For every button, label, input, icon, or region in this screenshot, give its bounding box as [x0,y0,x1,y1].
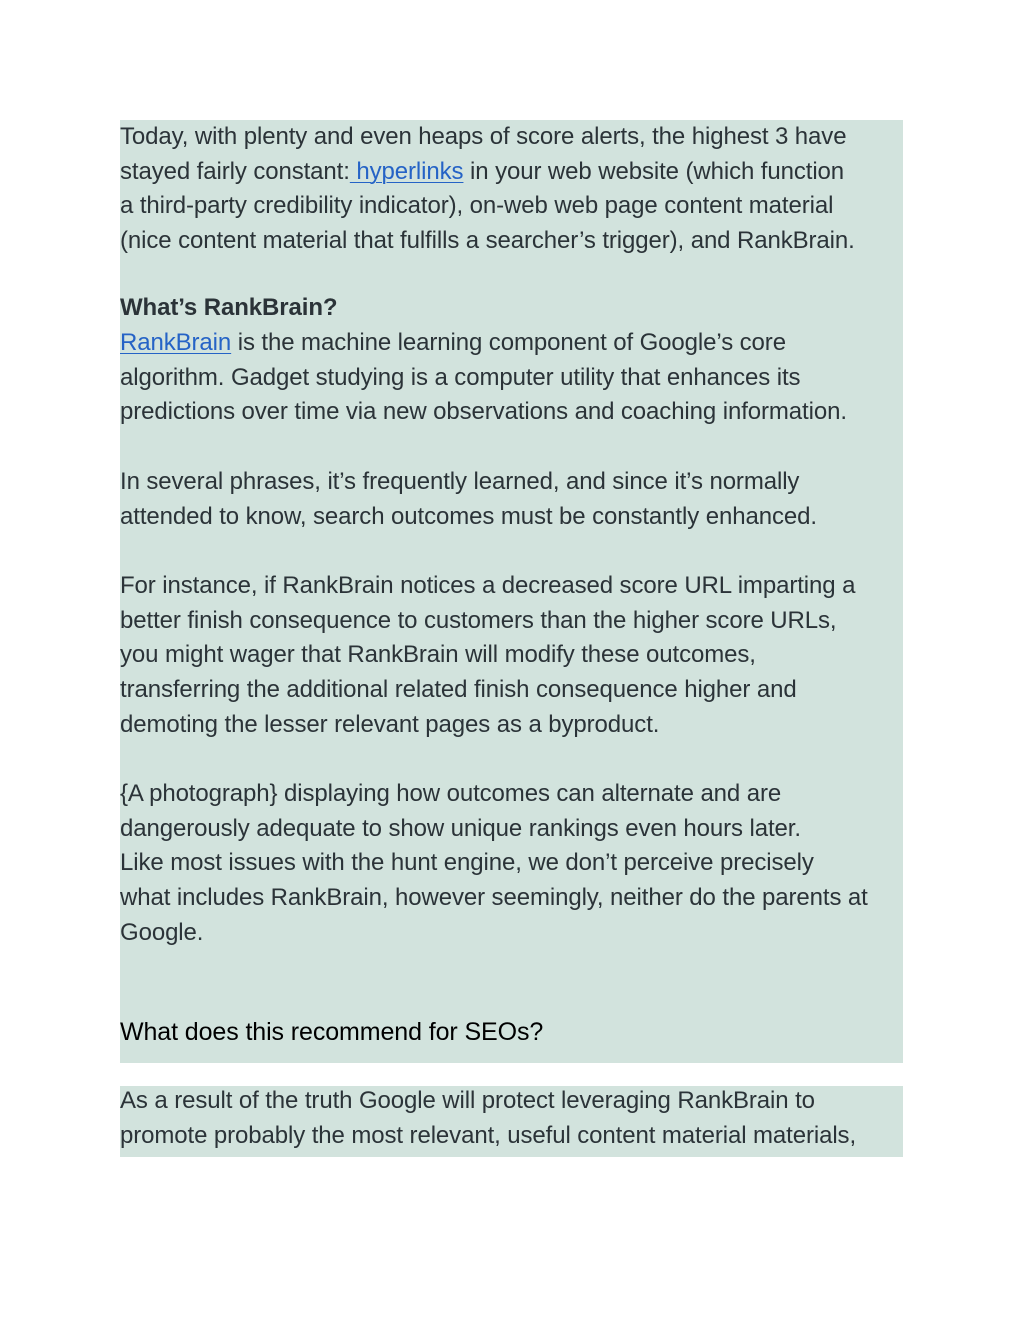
text-line: Today, with plenty and even heaps of score alerts, the highest 3 have [120,123,847,150]
text-segment: in your web website (which function [463,157,845,185]
text-line [120,326,847,361]
text-line: As a result of the truth Google will protect leveraging RankBrain to [120,1087,815,1114]
section-heading-rankbrain: What’s RankBrain? [120,294,338,321]
intro-paragraph [120,120,855,259]
text-line: For instance, if RankBrain notices a decreased score URL imparting a [120,572,856,599]
text-line: attended to know, search outcomes must be constantly enhanced. [120,502,817,530]
continuation-text-block [120,1086,903,1157]
text-line: promote probably the most relevant, useful content material materials, [120,1121,857,1149]
hyperlinks-link[interactable]: hyperlinks [349,157,464,185]
text-line: predictions over time via new observations and coaching information. [120,398,847,426]
text-line: Like most issues with the hunt engine, we don’t perceive precisely [120,849,814,877]
text-line: {A photograph} displaying how outcomes can alternate and are [120,780,782,807]
learning-paragraph [120,465,817,534]
text-segment: stayed fairly constant: [120,157,350,185]
rankbrain-link[interactable]: RankBrain [120,329,232,356]
text-line: Google. [120,918,204,946]
text-line: better finish consequence to customers than the higher score URLs, [120,606,837,634]
text-line: you might wager that RankBrain will modify these outcomes, [120,641,756,669]
seo-paragraph [120,1084,856,1153]
text-line: In several phrases, it’s frequently learned, and since it’s normally [120,468,800,495]
text-line: dangerously adequate to show unique rankings even hours later. [120,814,801,842]
text-line: what includes RankBrain, however seemingly, neither do the parents at [120,884,868,912]
text-segment: is the machine learning component of Google’s core [231,329,786,356]
text-line: (nice content material that fulfills a searcher’s trigger), and RankBrain. [120,227,855,255]
text-line: algorithm. Gadget studying is a computer utility that enhances its [120,363,801,391]
text-line: transferring the additional related finish consequence higher and [120,676,797,704]
rankbrain-paragraph [120,326,847,430]
text-line: demoting the lesser relevant pages as a byproduct. [120,710,660,738]
text-line [120,155,855,190]
example-paragraph [120,569,855,743]
text-line: a third-party credibility indicator), on-web web page content material [120,192,834,220]
section-heading-seo: What does this recommend for SEOs? [120,1018,544,1046]
photograph-paragraph [120,777,868,951]
main-text-block [120,120,903,1063]
